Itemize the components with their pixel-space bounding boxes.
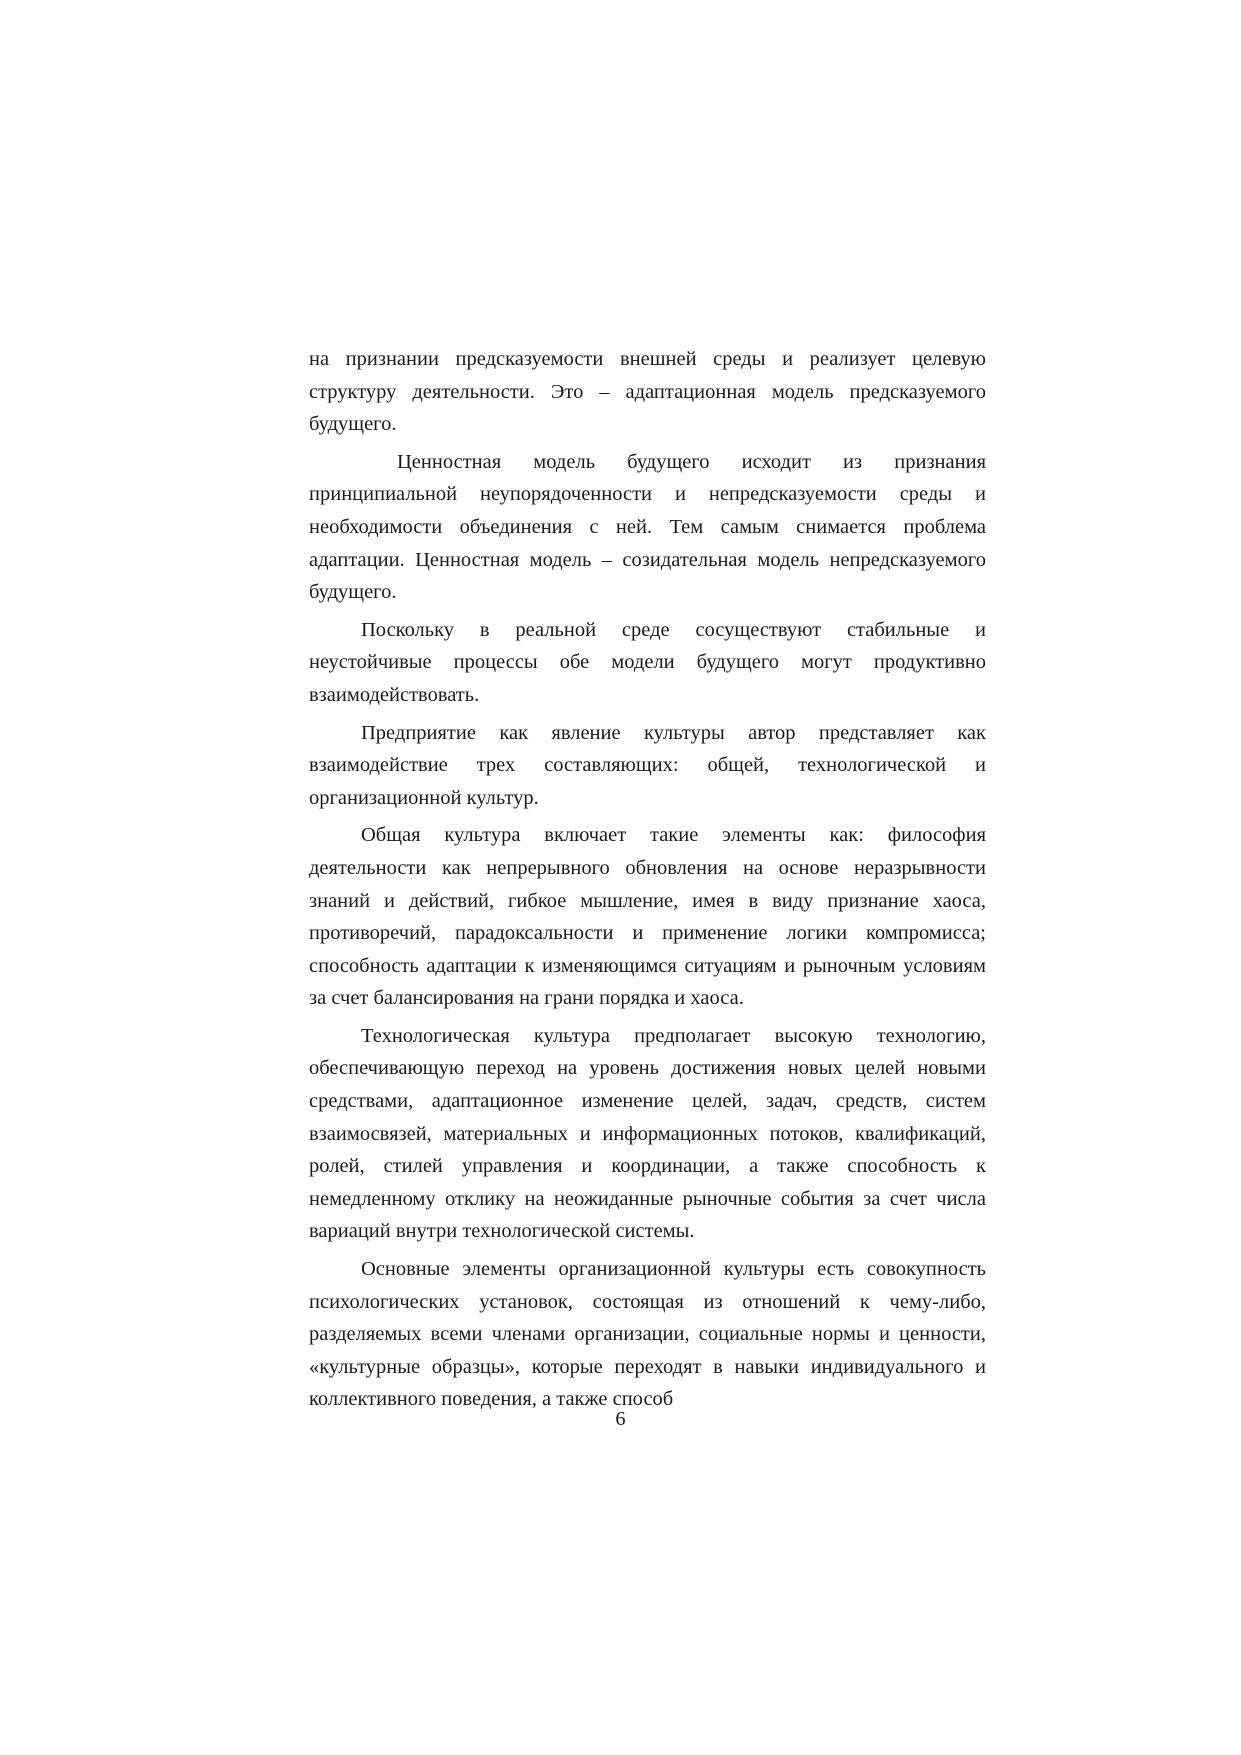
paragraph-general-culture: Общая культура включает такие элементы как: философия деятельности как непрерывного обновления на основе неразрывности знаний и действий, гибкое мышление, имея в виду признание хаоса, противоречий, парадоксальности и применение логики компромисса; способность адаптации к изменяющимся ситуациям и рыночным условиям за счет балансирования на грани порядка и хаоса.: [309, 824, 986, 1010]
paragraph-technological-culture: Технологическая культура предполагает высокую технологию, обеспечивающую переход на уровень достижения новых целей новыми средствами, адаптационное изменение целей, задач, средств, систем взаимосвязей, материальных и информационных потоков, квалификаций, ролей, стилей управления и координации, а также способность к немедленному отклику на неожиданные рыночные события за счет числа вариаций внутри технологической системы.: [309, 1024, 986, 1243]
page-number: 6: [615, 1408, 626, 1430]
paragraph-coexistence: Поскольку в реальной среде сосуществуют стабильные и неустойчивые процессы обе модели будущего могут продуктивно взаимодействовать.: [309, 618, 986, 706]
paragraph-value-model: Ценностная модель будущего исходит из признания принципиальной неупорядоченности и непредсказуемости среды и необходимости объединения с ней. Тем самым снимается проблема адаптации. Ценностная модель – созидательная модель непредсказуемого будущего.: [309, 450, 986, 604]
paragraph-organizational-culture: Основные элементы организационной культуры есть совокупность психологических установок, состоящая из отношений к чему-либо, разделяемых всеми членами организации, социальные нормы и ценности, «культурные образцы», которые переходят в навыки индивидуального и коллективного поведения, а также способ: [309, 1258, 986, 1411]
body-text: [309, 343, 986, 1421]
paragraph-enterprise-culture: Предприятие как явление культуры автор представляет как взаимодействие трех составляющих: общей, технологической и организационной культур.: [309, 721, 986, 809]
paragraph-continuation: на признании предсказуемости внешней среды и реализует целевую структуру деятельности. Это – адаптационная модель предсказуемого будущего.: [309, 348, 986, 436]
